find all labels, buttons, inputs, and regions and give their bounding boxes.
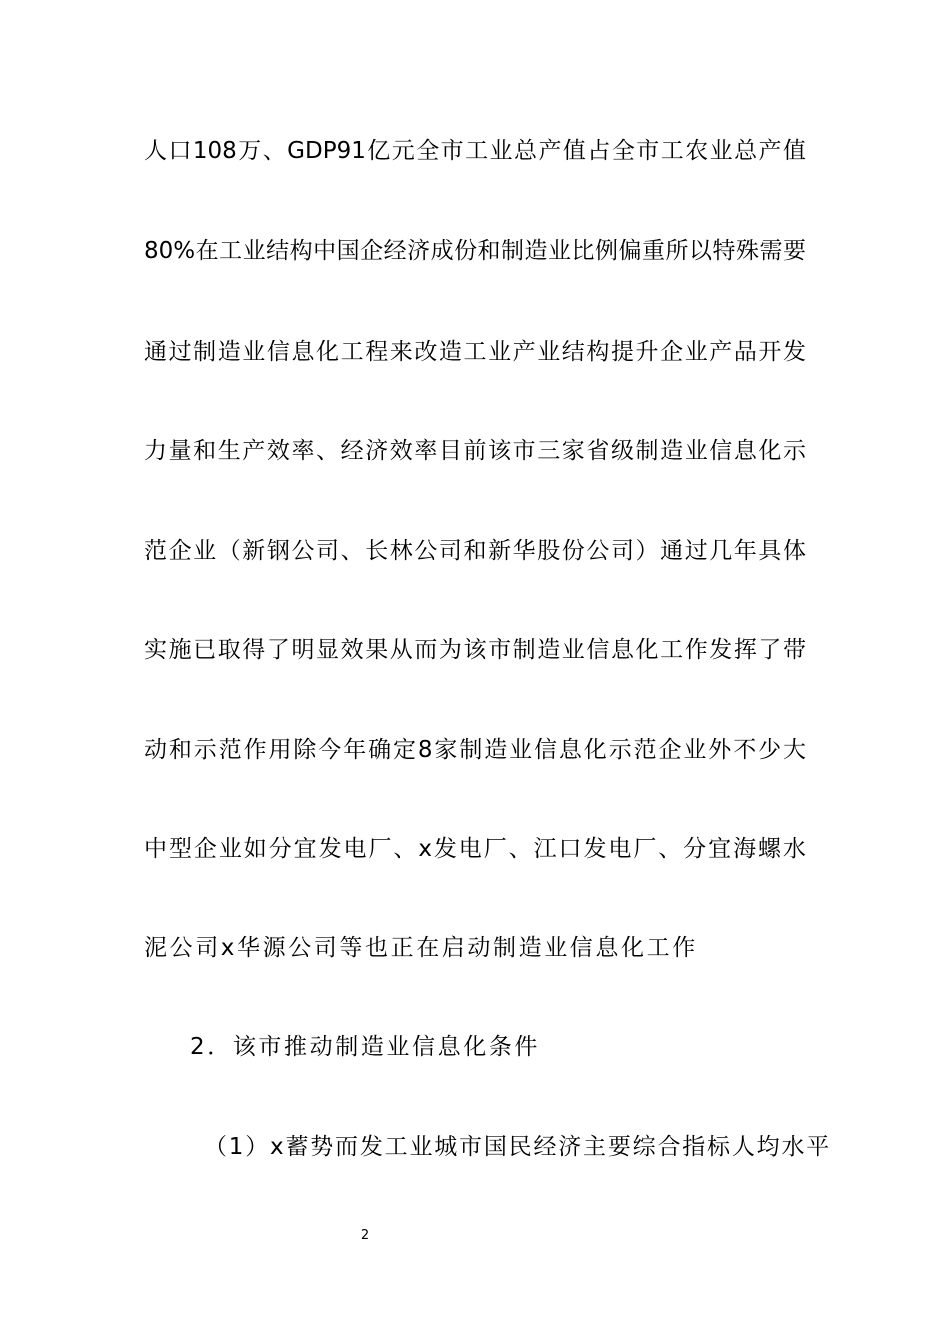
body-text-line: 范企业（新钢公司、长林公司和新华股份公司）通过几年具体 (144, 538, 806, 564)
body-text-line: 80%在工业结构中国企经济成份和制造业比例偏重所以特殊需要 (144, 238, 806, 264)
section-heading: 2．该市推动制造业信息化条件 (190, 1034, 541, 1060)
body-text-line: 动和示范作用除今年确定8家制造业信息化示范企业外不少大 (144, 737, 806, 763)
body-text-line: 力量和生产效率、经济效率目前该市三家省级制造业信息化示 (144, 438, 806, 464)
body-text-line: 中型企业如分宜发电厂、x发电厂、江口发电厂、分宜海螺水 (144, 836, 806, 862)
body-text-line: 通过制造业信息化工程来改造工业产业结构提升企业产品开发 (144, 339, 806, 365)
page-number: 2 (360, 1228, 370, 1243)
body-text-line: 实施已取得了明显效果从而为该市制造业信息化工作发挥了带 (144, 637, 806, 663)
body-text-line: 人口108万、GDP91亿元全市工业总产值占全市工农业总产值 (144, 138, 806, 164)
body-text-line: 泥公司x华源公司等也正在启动制造业信息化工作 (144, 935, 698, 961)
subsection-text-line: （1）x蓄势而发工业城市国民经济主要综合指标人均水平 (204, 1134, 832, 1160)
